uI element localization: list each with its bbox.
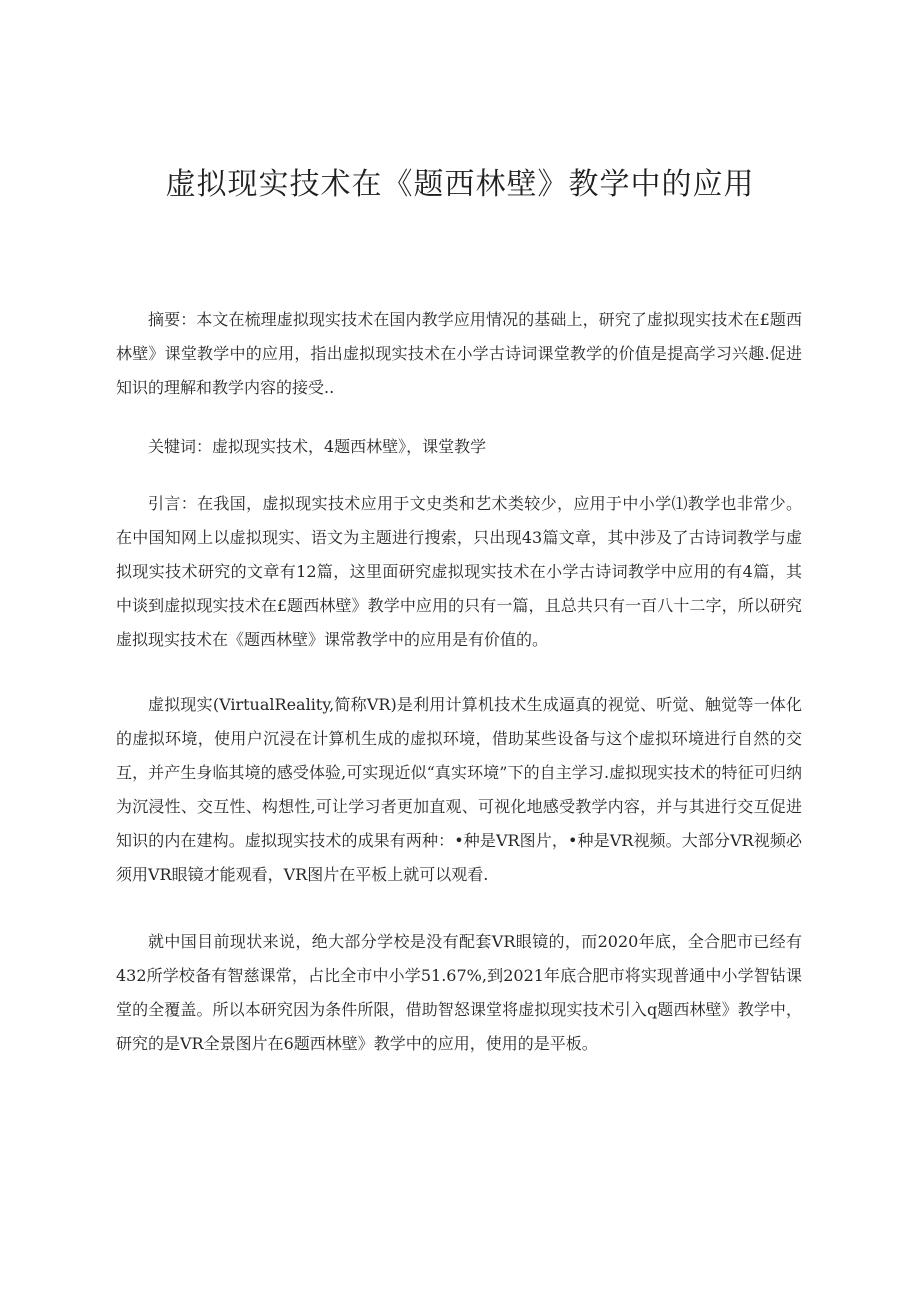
intro-paragraph: 引言：在我国，虚拟现实技术应用于文史类和艺术类较少，应用于中小学⑴教学也非常少。在中国知网上以虚拟现实、语文为主题进行搜索，只出现43篇文章，其中涉及了古诗词教学与虚拟现实技术研究的文章有12篇，这里面研究虚拟现实技术在小学古诗词教学中应用的有4篇，其中谈到虚拟现实技术在£题西林壁》教学中应用的只有一篇，且总共只有一百八十二字，所以研究虚拟现实技术在《题西林壁》课常教学中的应用是有价值的。 [116, 494, 802, 649]
document-title: 虚拟现实技术在《题西林壁》教学中的应用 [165, 167, 755, 202]
vr-definition-paragraph: 虚拟现实(VirtualReality,简称VR)是利用计算机技术生成逼真的视觉、听觉、触觉等一体化的虚拟环境，使用户沉浸在计算机生成的虚拟环境，借助某些设备与这个虚拟环境进行自然的交互，并产生身临其境的感受体验,可实现近似“真实环境”下的自主学习.虚拟现实技术的特征可归纳为沉浸性、交互性、构想性,可让学习者更加直观、可视化地感受教学内容，并与其进行交互促进知识的内在建构。虚拟现实技术的成果有两种：•种是VR图片，•种是VR视频。大部分VR视频必须用VR眼镜才能观看，VR图片在平板上就可以观看. [116, 695, 802, 884]
keywords-paragraph: 关犍词：虚拟现实技术，4题西林壁》，课堂教学 [148, 437, 487, 456]
abstract-paragraph: 摘要：本文在梳理虚拟现实技术在国内教学应用情况的基础上，研究了虚拟现实技术在£题西林壁》课堂教学中的应用，指出虚拟现实技术在小学古诗词课堂教学的价值是提高学习兴趣.促进知识的理解和教学内容的接受.. [116, 310, 802, 397]
current-status-paragraph: 就中国目前现状来说，绝大部分学校是没有配套VR眼镜的，而2020年底，全合肥市已经有432所学校备有智慈课常，占比全市中小学51.67%,到2021年底合肥市将实现普通中小学智钻课堂的全覆盖。所以本研究因为条件所限，借助智怒课堂将虚拟现实技术引入q题西林壁》教学中，研究的是VR全景图片在6题西林壁》教学中的应用，使用的是平板。 [116, 932, 802, 1053]
